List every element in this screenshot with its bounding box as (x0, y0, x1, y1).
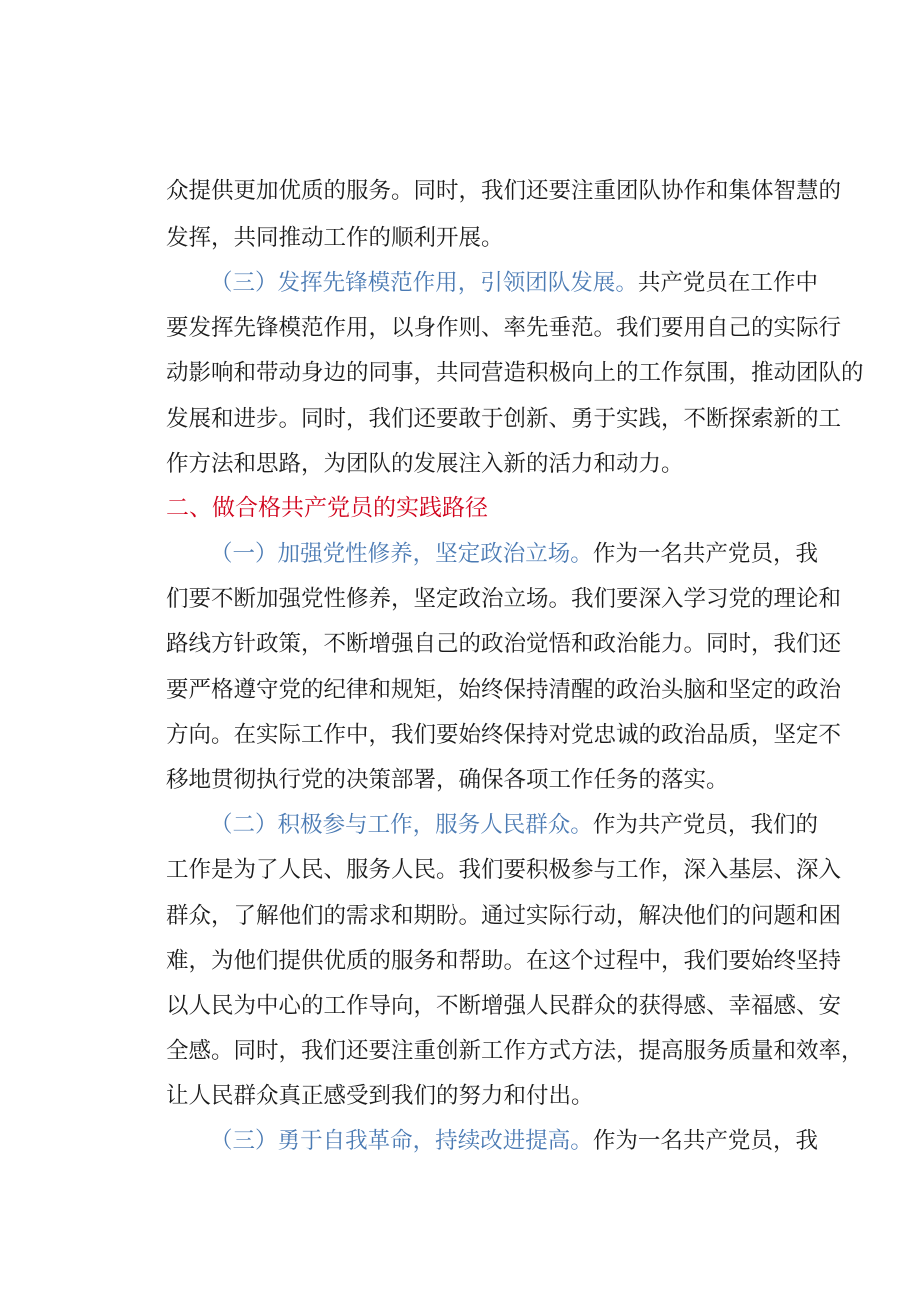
paragraph-line: 群众，了解他们的需求和期盼。通过实际行动，解决他们的问题和困 (166, 903, 842, 929)
subheading: （三）发挥先锋模范作用，引领团队发展。 (210, 270, 638, 296)
paragraph-line: 路线方针政策，不断增强自己的政治觉悟和政治能力。同时，我们还 (166, 631, 842, 657)
paragraph-line: 移地贯彻执行党的决策部署，确保各项工作任务的落实。 (166, 767, 729, 793)
paragraph-text: 作为共产党员，我们的 (592, 812, 818, 838)
paragraph-line: 难，为他们提供优质的服务和帮助。在这个过程中，我们要始终坚持 (166, 948, 842, 974)
paragraph-first-line (210, 539, 818, 569)
paragraph-line: 们要不断加强党性修养，坚定政治立场。我们要深入学习党的理论和 (166, 586, 842, 612)
paragraph-first-line (210, 810, 818, 840)
paragraph-line: 方向。在实际工作中，我们要始终保持对党忠诚的政治品质，坚定不 (166, 722, 842, 748)
paragraph-first-line (210, 1126, 818, 1156)
paragraph-first-line (210, 268, 818, 298)
paragraph-line: 工作是为了人民、服务人民。我们要积极参与工作，深入基层、深入 (166, 857, 842, 883)
paragraph-line: 以人民为中心的工作导向，不断增强人民群众的获得感、幸福感、安 (166, 993, 842, 1019)
subheading: （三）勇于自我革命，持续改进提高。 (210, 1128, 593, 1154)
paragraph-line: 发展和进步。同时，我们还要敢于创新、勇于实践，不断探索新的工 (166, 406, 842, 432)
paragraph-text: 作为一名共产党员，我 (592, 1128, 818, 1154)
subheading: （二）积极参与工作，服务人民群众。 (210, 812, 593, 838)
paragraph-line: 要发挥先锋模范作用，以身作则、率先垂范。我们要用自己的实际行 (166, 315, 842, 341)
paragraph-line: 让人民群众真正感受到我们的努力和付出。 (166, 1083, 594, 1109)
paragraph-line: 作方法和思路，为团队的发展注入新的活力和动力。 (166, 451, 684, 477)
paragraph-line: 要严格遵守党的纪律和规矩，始终保持清醒的政治头脑和坚定的政治 (166, 677, 842, 703)
subheading: （一）加强党性修养，坚定政治立场。 (210, 541, 593, 567)
paragraph-line: 众提供更加优质的服务。同时，我们还要注重团队协作和集体智慧的 (166, 178, 842, 204)
paragraph-text: 共产党员在工作中 (637, 270, 818, 296)
paragraph-line: 动影响和带动身边的同事，共同营造积极向上的工作氛围，推动团队的 (166, 360, 864, 386)
paragraph-line: 发挥，共同推动工作的顺利开展。 (166, 225, 504, 251)
paragraph-line: 全感。同时，我们还要注重创新工作方式方法，提高服务质量和效率， (166, 1038, 864, 1064)
section-heading: 二、做合格共产党员的实践路径 (166, 495, 488, 521)
paragraph-text: 作为一名共产党员，我 (592, 541, 818, 567)
